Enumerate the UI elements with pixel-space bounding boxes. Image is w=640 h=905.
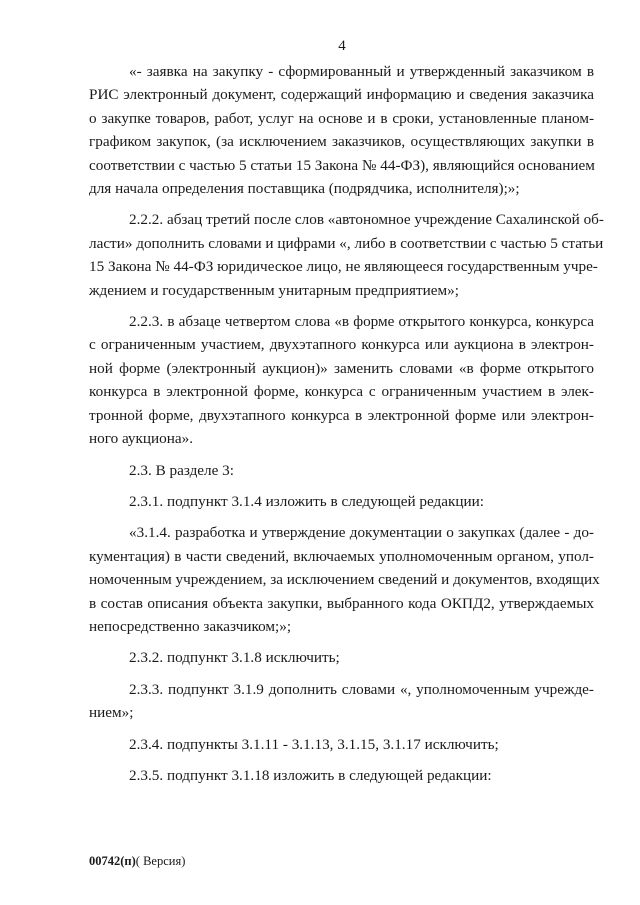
paragraph xyxy=(89,646,594,669)
text-line: 2.3.5. подпункт 3.1.18 изложить в следующей редакции: xyxy=(129,766,492,784)
paragraph xyxy=(89,208,604,302)
text-line: 2.3.1. подпункт 3.1.4 изложить в следующей редакции: xyxy=(129,492,484,510)
paragraph xyxy=(89,490,594,513)
text-line: РИС электронный документ, содержащий информацию и сведения заказчика xyxy=(89,86,594,104)
text-line: 2.2.3. в абзаце четвертом слова «в форме открытого конкурса, конкурса xyxy=(129,313,594,331)
text-line: о закупке товаров, работ, услуг на основе и в сроки, установленные планом- xyxy=(89,109,594,127)
text-line: 2.3.3. подпункт 3.1.9 дополнить словами «, уполномоченным учрежде- xyxy=(129,680,594,698)
document-code: 00742(п) xyxy=(89,854,136,868)
text-line: нием»; xyxy=(89,704,134,722)
text-line: кументация) в части сведений, включаемых уполномоченным органом, упол- xyxy=(89,547,594,565)
text-line: в состав описания объекта закупки, выбранного кода ОКПД2, утверждаемых xyxy=(89,594,594,612)
text-line: графиком закупок, (за исключением заказчиков, осуществляющих закупки в xyxy=(89,133,594,151)
text-line: 15 Закона № 44-ФЗ юридическое лицо, не являющееся государственным учре- xyxy=(89,258,598,276)
paragraph xyxy=(89,678,594,725)
text-line: непосредственно заказчиком;»; xyxy=(89,617,292,635)
text-line: с ограниченным участием, двухэтапного конкурса или аукциона в электрон- xyxy=(89,336,594,354)
text-line: соответствии с частью 5 статьи 15 Закона № 44-ФЗ), являющийся основанием xyxy=(89,156,595,174)
paragraph xyxy=(89,764,594,787)
document-body xyxy=(89,60,604,795)
text-line: для начала определения поставщика (подрядчика, исполнителя);»; xyxy=(89,180,520,198)
text-line: ласти» дополнить словами и цифрами «, либо в соответствии с частью 5 статьи xyxy=(89,234,604,252)
paragraph xyxy=(89,733,594,756)
document-footer xyxy=(89,854,185,869)
page-number: 4 xyxy=(338,38,346,54)
text-line: номоченным учреждением, за исключением сведений и документов, входящих xyxy=(89,571,600,589)
paragraph xyxy=(89,459,594,482)
document-version-label: ( Версия) xyxy=(135,854,186,868)
text-line: тронной форме, двухэтапного конкурса в электронной форме или электрон- xyxy=(89,406,594,424)
text-line: ного аукциона». xyxy=(89,430,194,448)
text-line: «- заявка на закупку - сформированный и утвержденный заказчиком в xyxy=(129,63,594,80)
text-line: 2.3.4. подпункты 3.1.11 - 3.1.13, 3.1.15, 3.1.17 исключить; xyxy=(129,735,499,753)
paragraph xyxy=(89,310,594,450)
text-line: 2.3. В разделе 3: xyxy=(129,461,234,479)
text-line: ной форме (электронный аукцион)» заменить словами «в форме открытого xyxy=(89,359,594,377)
text-line: 2.3.2. подпункт 3.1.8 исключить; xyxy=(129,649,340,667)
paragraph xyxy=(89,60,594,200)
text-line: ждением и государственным унитарным предприятием»; xyxy=(89,281,459,299)
text-line: 2.2.2. абзац третий после слов «автономное учреждение Сахалинской об- xyxy=(129,211,604,229)
text-line: конкурса в электронной форме, конкурса с ограниченным участием в элек- xyxy=(89,383,594,401)
paragraph xyxy=(89,521,600,638)
text-line: «3.1.4. разработка и утверждение документации о закупках (далее - до- xyxy=(129,524,594,542)
